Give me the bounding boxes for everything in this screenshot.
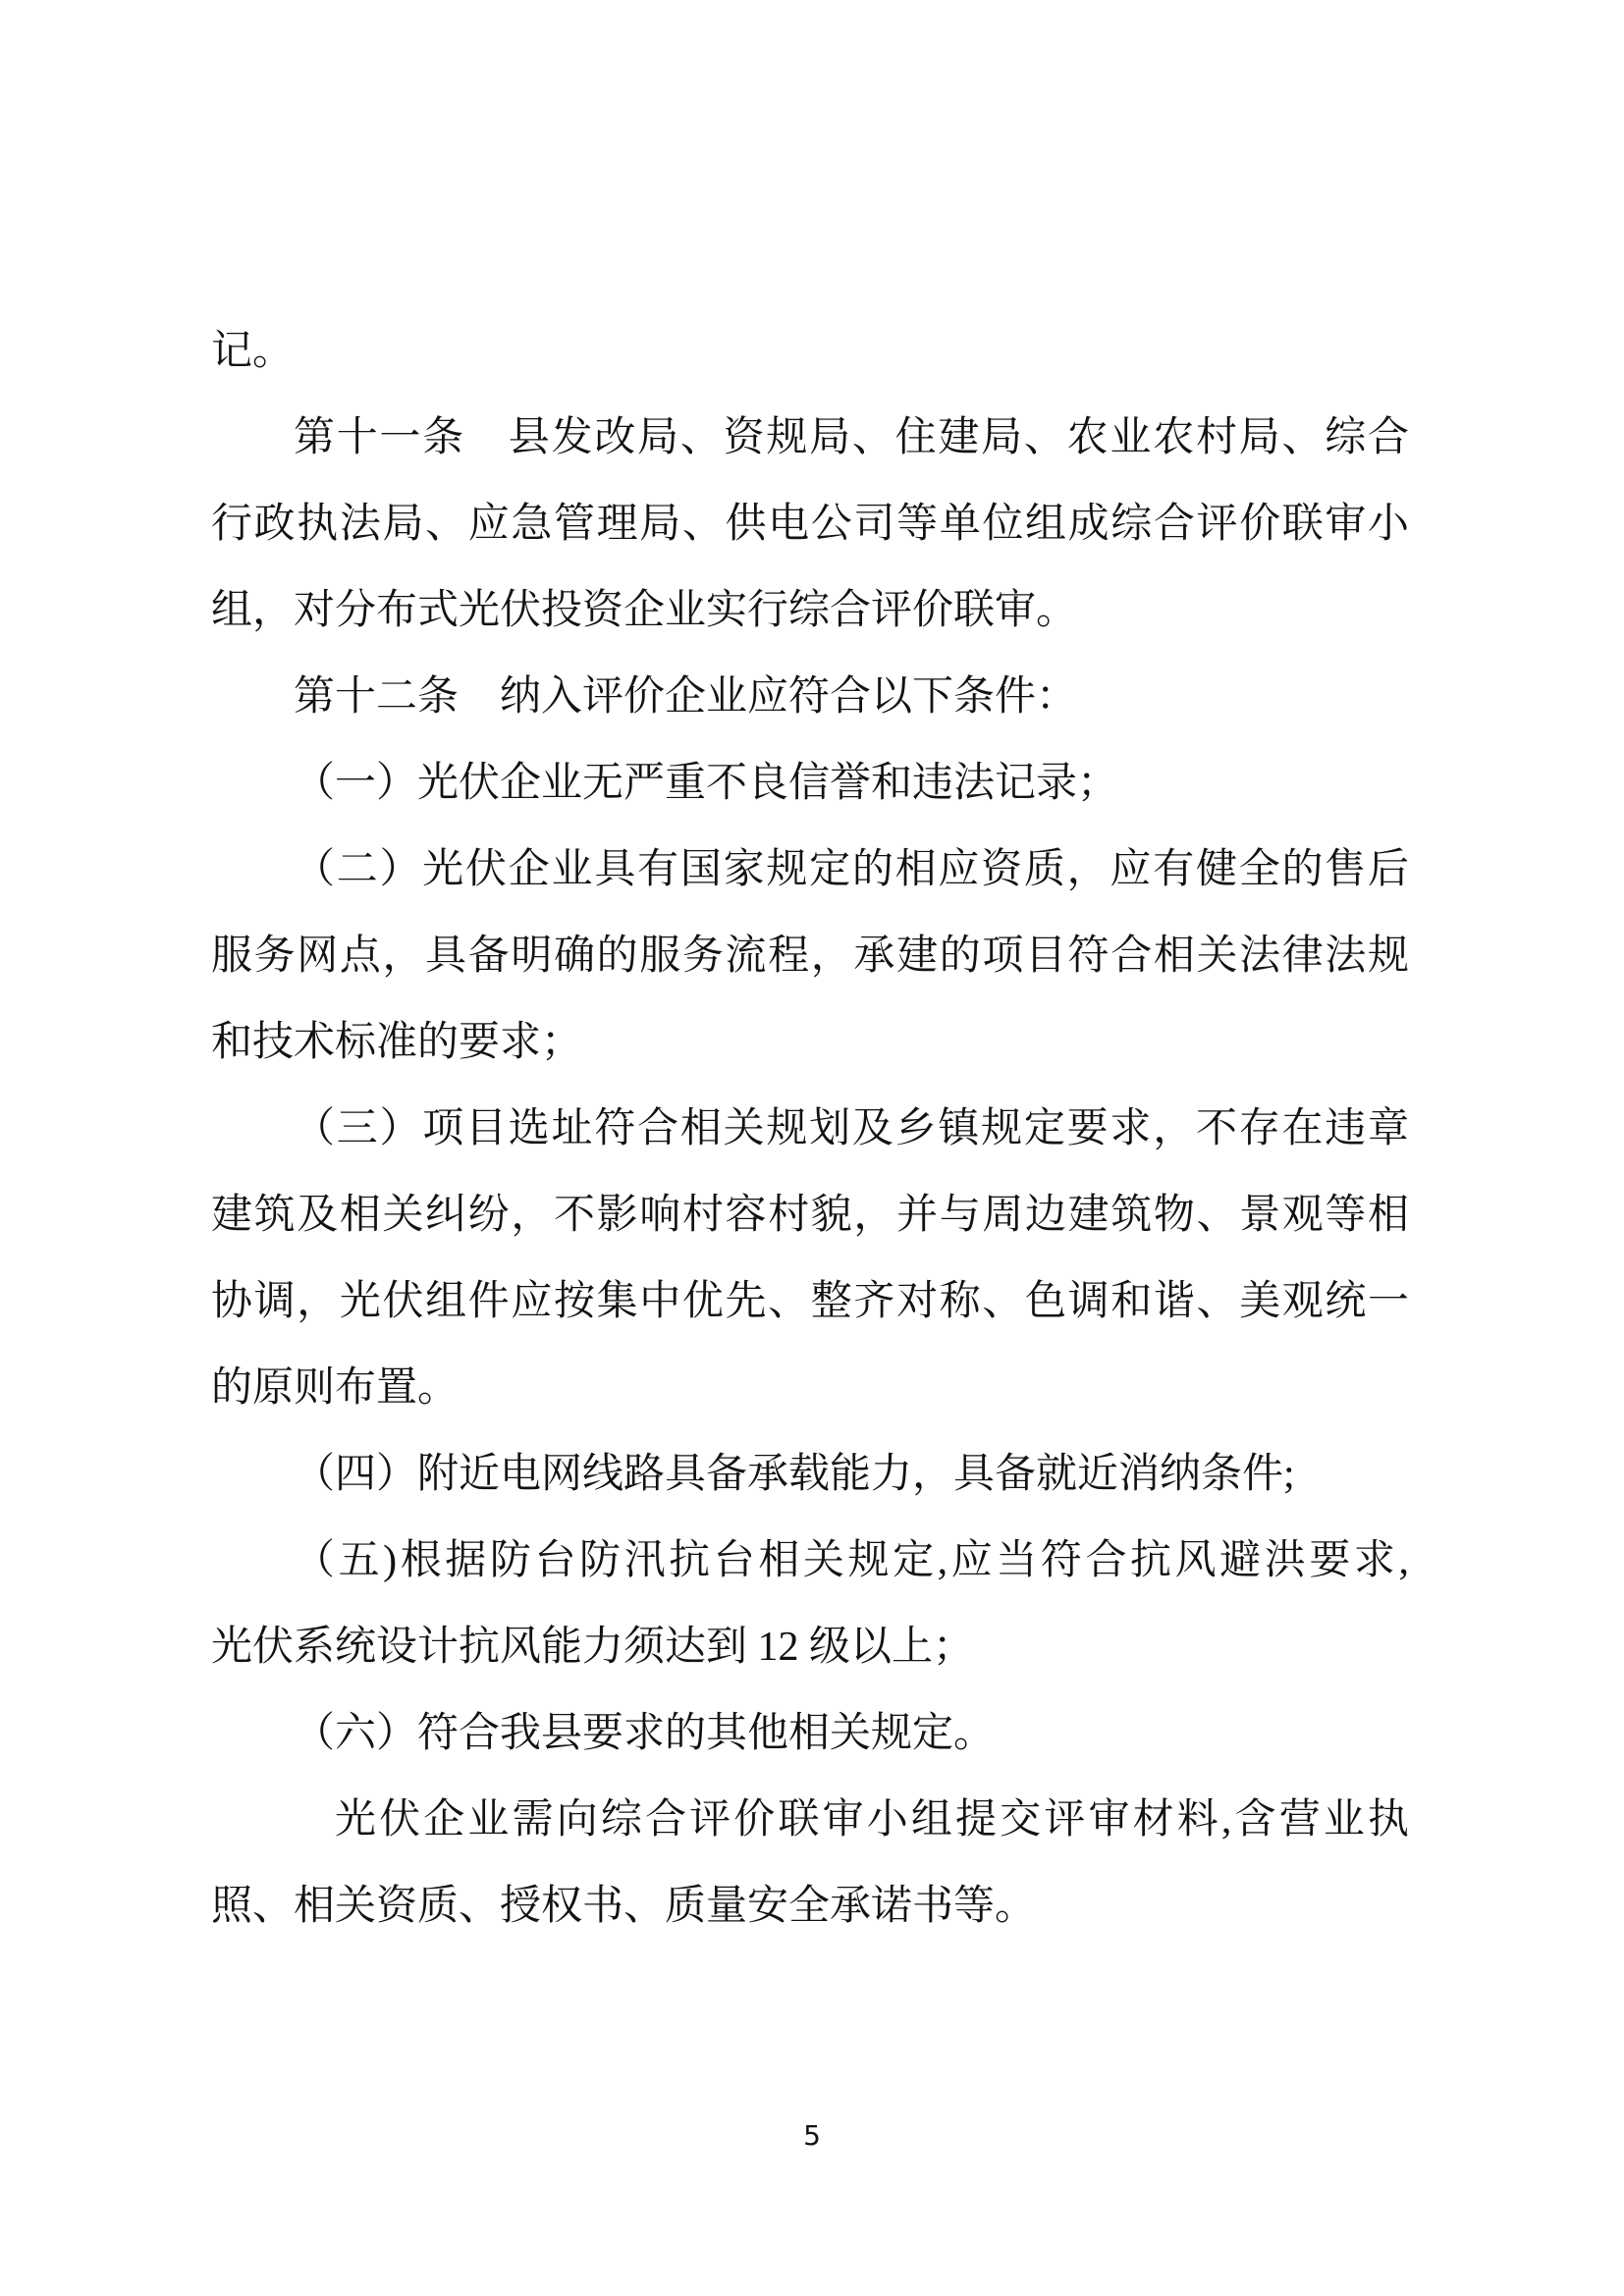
page-number: 5 bbox=[803, 2119, 821, 2152]
document-line: 组，对分布式光伏投资企业实行综合评价联审。 bbox=[211, 588, 1078, 633]
document-line: 照、相关资质、授权书、质量安全承诺书等。 bbox=[211, 1884, 1037, 1929]
document-line: 第十一条 县发改局、资规局、住建局、农业农村局、综合 bbox=[294, 415, 1409, 460]
document-line: 和技术标准的要求； bbox=[211, 1020, 583, 1065]
document-line: 光伏系统设计抗风能力须达到 12 级以上； bbox=[211, 1625, 975, 1670]
document-line: 的原则布置。 bbox=[211, 1365, 460, 1411]
document-line: 光伏企业需向综合评价联审小组提交评审材料,含营业执 bbox=[335, 1797, 1409, 1842]
document-line: （三）项目选址符合相关规划及乡镇规定要求，不存在违章 bbox=[294, 1106, 1409, 1151]
document-line: 第十二条 纳入评价企业应符合以下条件： bbox=[294, 674, 1078, 720]
document-line: 记。 bbox=[211, 329, 295, 374]
document-line: 行政执法局、应急管理局、供电公司等单位组成综合评价联审小 bbox=[211, 502, 1409, 547]
document-line: 服务网点，具备明确的服务流程，承建的项目符合相关法律法规 bbox=[211, 934, 1409, 979]
document-line: 建筑及相关纠纷，不影响村容村貌，并与周边建筑物、景观等相 bbox=[211, 1193, 1409, 1238]
document-line: （五)根据防台防汛抗台相关规定,应当符合抗风避洪要求, bbox=[294, 1538, 1409, 1583]
document-line: （二）光伏企业具有国家规定的相应资质，应有健全的售后 bbox=[294, 847, 1409, 892]
document-line: （六）符合我县要求的其他相关规定。 bbox=[294, 1711, 996, 1756]
document-body bbox=[211, 308, 1409, 1949]
document-line: （四）附近电网线路具备承载能力，具备就近消纳条件; bbox=[294, 1452, 1295, 1497]
document-line: （一）光伏企业无严重不良信誉和违法记录； bbox=[294, 761, 1119, 806]
document-line: 协调，光伏组件应按集中优先、整齐对称、色调和谐、美观统一 bbox=[211, 1279, 1409, 1324]
